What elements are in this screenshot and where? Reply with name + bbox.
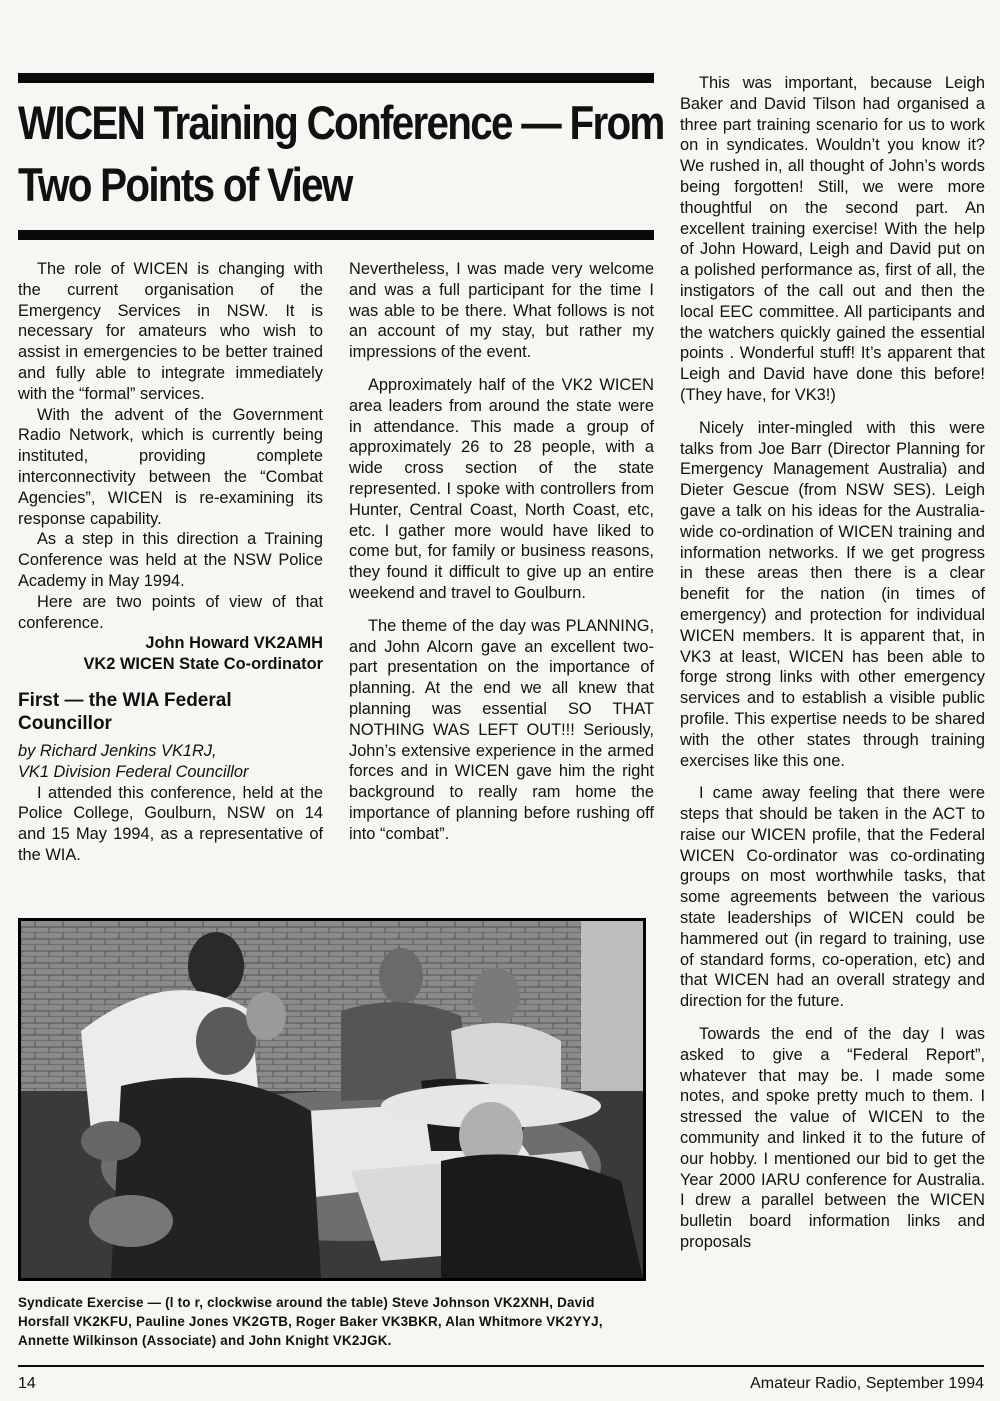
section-heading: First — the WIA Federal Councillor: [18, 689, 232, 734]
title-line-1: WICEN Training Conference — From: [18, 96, 664, 149]
body-paragraph: Nicely inter-mingled with this were talks from Joe Barr (Director Planning for Emergency Management Australia) and Dieter Gescue (from NSW SES). Leigh gave a talk on his ideas for the Australia-wide co-ordination of WICEN training and information networks. If we get progress in these areas then there is a clear benefit for the nation (in times of emergency) and protection for individual WICEN members. It is apparent that, in VK3 at least, WICEN has been able to forge strong links with other emergency services and to establish a visible public profile. This expertise needs to be shared with the other states through training exercises like this one.: [680, 418, 985, 770]
photo-illustration: [21, 921, 643, 1278]
title-line-2: Two Points of View: [18, 158, 352, 211]
body-paragraph: This was important, because Leigh Baker and David Tilson had organised a three part training scenario for us to work on in syndicates. Wouldn’t you know it? We rushed in, all thought of John’s words being forgotten! Still, we were more thoughtful on the second part. An excellent training exercise! With the help of John Howard, Leigh and David put on a polished performance as, first of all, the instigators of the call out and then the local EEC committee. All participants and the watchers quickly gained the essential points . Wonderful stuff! It’s apparent that Leigh and David have done this before! (They have, for VK3!): [680, 74, 985, 404]
intro-paragraph: Here are two points of view of that conference.: [18, 592, 323, 632]
body-paragraph: I came away feeling that there were steps that should be taken in the ACT to raise our WICEN profile, that the Federal WICEN Co-ordinator was co-ordinating groups on most worthwhile tasks, that some agreements between the various state leaderships of WICEN could be hammered out (in regard to training, use of standard forms, co-operation, etc) and that WICEN had an overall strategy and direction for the future.: [680, 784, 985, 1011]
page-number: 14: [18, 1375, 36, 1392]
body-paragraph: Approximately half of the VK2 WICEN area leaders from around the state were in attendance. This made a group of approximately 26 to 28 people, with a wide cross section of the state represented. I spoke with controllers from Hunter, Central Coast, North Coast, etc, etc. I gather more would have liked to come but, for family or business reasons, they found it difficult to give up an entire weekend and travel to Goulburn.: [349, 375, 654, 602]
photo-caption: Syndicate Exercise — (l to r, clockwise around the table) Steve Johnson VK2XNH, David Horsfall VK2KFU, Pauline Jones VK2GTB, Roger Baker VK3BKR, Alan Whitmore VK2YYJ, Annette Wilkinson (Associate) and John Knight VK2JGK.: [18, 1295, 603, 1348]
intro-paragraph: The role of WICEN is changing with the current organisation of the Emergency Services in NSW. It is necessary for amateurs who wish to assist in emergencies to be better trained and fully able to integrate immediately with the “formal” services.: [18, 260, 323, 403]
byline-author: by Richard Jenkins VK1RJ,: [18, 741, 217, 760]
signature-role: VK2 WICEN State Co-ordinator: [83, 655, 323, 674]
intro-paragraph: As a step in this direction a Training Conference was held at the NSW Police Academy in May 1994.: [18, 530, 323, 590]
title-bottom-rule: [18, 230, 654, 240]
publication-info: Amateur Radio, September 1994: [750, 1375, 984, 1392]
syndicate-photo: [18, 918, 646, 1281]
body-paragraph: Towards the end of the day I was asked to give a “Federal Report”, whatever that may be. I made some notes, and spoke pretty much to them. I stressed the value of WICEN to the community and linked it to the future of our hobby. I mentioned our bid to get the Year 2000 IARU conference for Australia. I drew a parallel between the WICEN bulletin board information links and proposals: [680, 1025, 985, 1252]
body-paragraph: The theme of the day was PLANNING, and John Alcorn gave an excellent two-part presentation on the importance of planning. At the end we all knew that planning was essential SO THAT NOTHING WAS LEFT OUT!!! Seriously, John’s extensive experience in the armed forces and in WICEN gave him the right background to really ram home the importance of planning before rushing off into “combat”.: [349, 616, 654, 843]
top-rule: [18, 73, 654, 83]
body-paragraph: Nevertheless, I was made very welcome and was a full participant for the time I was able to be there. What follows is not an account of my stay, but rather my impressions of the event.: [349, 260, 654, 362]
column-2: [349, 259, 654, 845]
column-1: [18, 259, 323, 866]
column-3: [680, 73, 985, 1253]
body-paragraph: I attended this conference, held at the Police College, Goulburn, NSW on 14 and 15 May 1994, as a representative of the WIA.: [18, 783, 323, 864]
article-title: [18, 92, 664, 216]
signature-name: John Howard VK2AMH: [145, 634, 323, 653]
footer-rule: [18, 1365, 984, 1367]
intro-paragraph: With the advent of the Government Radio Network, which is currently being instituted, providing complete interconnectivity between the “Combat Agencies”, WICEN is re-examining its response capability.: [18, 405, 323, 528]
byline-role: VK1 Division Federal Councillor: [18, 762, 249, 781]
